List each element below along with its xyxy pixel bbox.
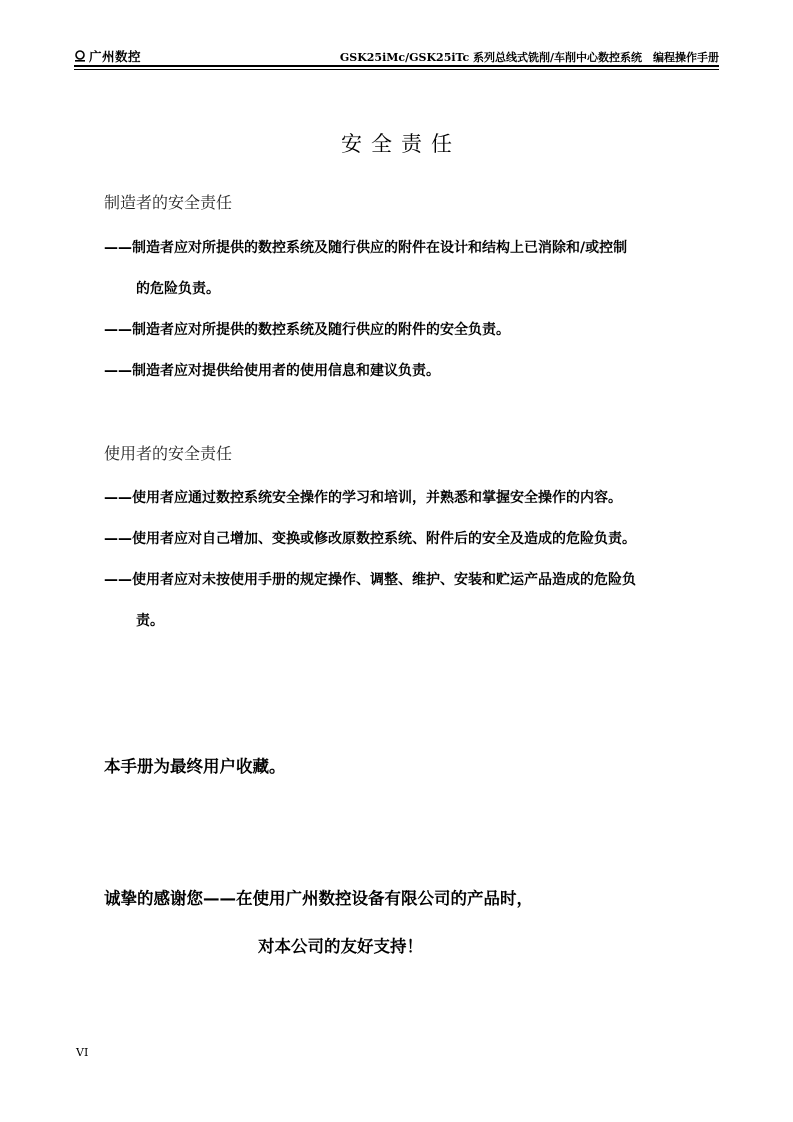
manufacturer-item-2: ——制造者应对所提供的数控系统及随行供应的附件的安全负责。 [104,322,510,338]
manufacturer-item-3: ——制造者应对提供给使用者的使用信息和建议负责。 [104,363,440,379]
gsk-logo-icon [74,50,86,62]
user-item-1: ——使用者应通过数控系统安全操作的学习和培训，并熟悉和掌握安全操作的内容。 [104,490,622,506]
page-title: 安全责任 [341,132,461,156]
user-item-3-line2: 责。 [136,613,164,629]
manufacturer-heading: 制造者的安全责任 [104,193,233,212]
thanks-line-1: 诚挚的感谢您——在使用广州数控设备有限公司的产品时， [104,889,533,908]
thanks-line-2: 对本公司的友好支持！ [258,937,423,956]
user-item-3 [104,560,726,642]
logo-text: 广州数控 [89,49,142,64]
page-header [74,44,719,70]
manufacturer-item-1-line2: 的危险负责。 [136,281,220,297]
page-number: VI [76,1046,89,1059]
keep-note: 本手册为最终用户收藏。 [104,757,286,776]
manufacturer-item-1-line1: ——制造者应对所提供的数控系统及随行供应的附件在设计和结构上已消除和/或控制 [104,240,628,256]
company-logo [74,47,141,65]
user-item-3-line1: ——使用者应对未按使用手册的规定操作、调整、维护、安装和贮运产品造成的危险负 [104,572,636,588]
user-heading: 使用者的安全责任 [104,444,233,463]
header-rule-thin [74,69,719,70]
user-item-2: ——使用者应对自己增加、变换或修改原数控系统、附件后的安全及造成的危险负责。 [104,531,636,547]
manufacturer-item-1 [104,228,726,310]
header-title: GSK25iMc/GSK25iTc 系列总线式铣削/车削中心数控系统 编程操作手册 [339,51,719,64]
header-rule-thick [74,65,719,67]
